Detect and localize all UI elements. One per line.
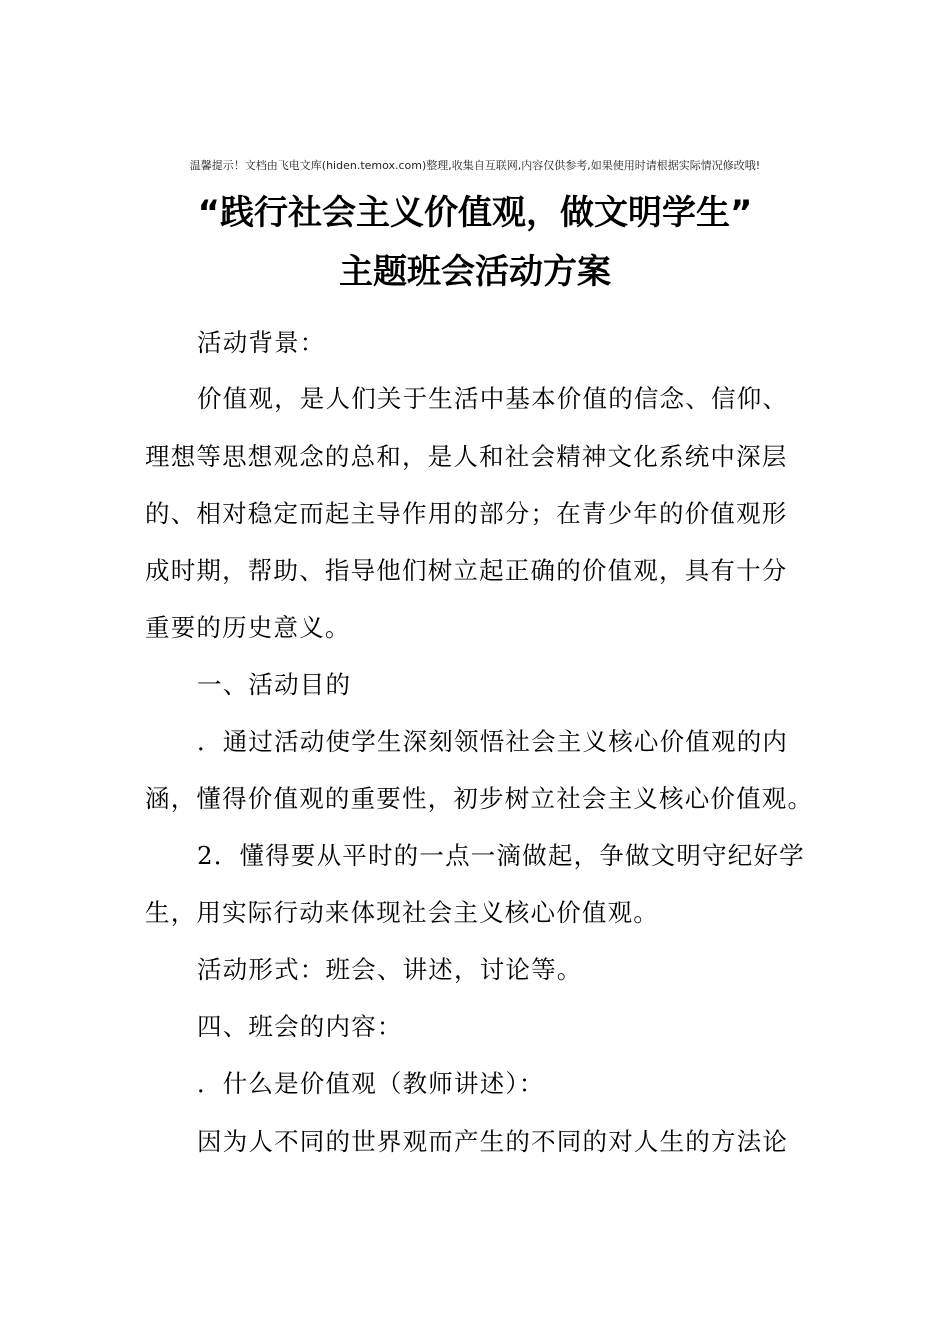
paragraph-line: 成时期，帮助、指导他们树立起正确的价值观，具有十分: [145, 556, 788, 585]
section-heading-format: 活动形式：班会、讲述，讨论等。: [197, 955, 583, 984]
document-title-line-1: “践行社会主义价值观，做文明学生”: [197, 193, 753, 233]
paragraph-line: 因为人不同的世界观而产生的不同的对人生的方法论: [197, 1127, 789, 1156]
paragraph-line: 的、相对稳定而起主导作用的部分；在青少年的价值观形: [145, 499, 788, 528]
paragraph-line: ．通过活动使学生深刻领悟社会主义核心价值观的内: [197, 727, 789, 756]
document-title-line-2: 主题班会活动方案: [339, 252, 611, 292]
paragraph-line: 生，用实际行动来体现社会主义核心价值观。: [145, 898, 659, 927]
paragraph-line: ．什么是价值观（教师讲述）：: [197, 1069, 545, 1098]
paragraph-line: 2．懂得要从平时的一点一滴做起，争做文明守纪好学: [197, 841, 805, 870]
disclaimer-notice: 温馨提示！文档由飞电文库(hiden.temox.com)整理,收集自互联网,内容仅供参考,如果使用时请根据实际情况修改哦!: [189, 159, 761, 172]
paragraph-line: 重要的历史意义。: [145, 613, 351, 642]
paragraph-line: 涵，懂得价值观的重要性，初步树立社会主义核心价值观。: [145, 784, 814, 813]
section-heading-objectives: 一、活动目的: [197, 670, 352, 699]
section-heading-background: 活动背景：: [197, 328, 326, 357]
paragraph-line: 理想等思想观念的总和，是人和社会精神文化系统中深层: [145, 442, 788, 471]
paragraph-line: 价值观，是人们关于生活中基本价值的信念、信仰、: [197, 384, 789, 413]
section-heading-content: 四、班会的内容：: [197, 1012, 403, 1041]
